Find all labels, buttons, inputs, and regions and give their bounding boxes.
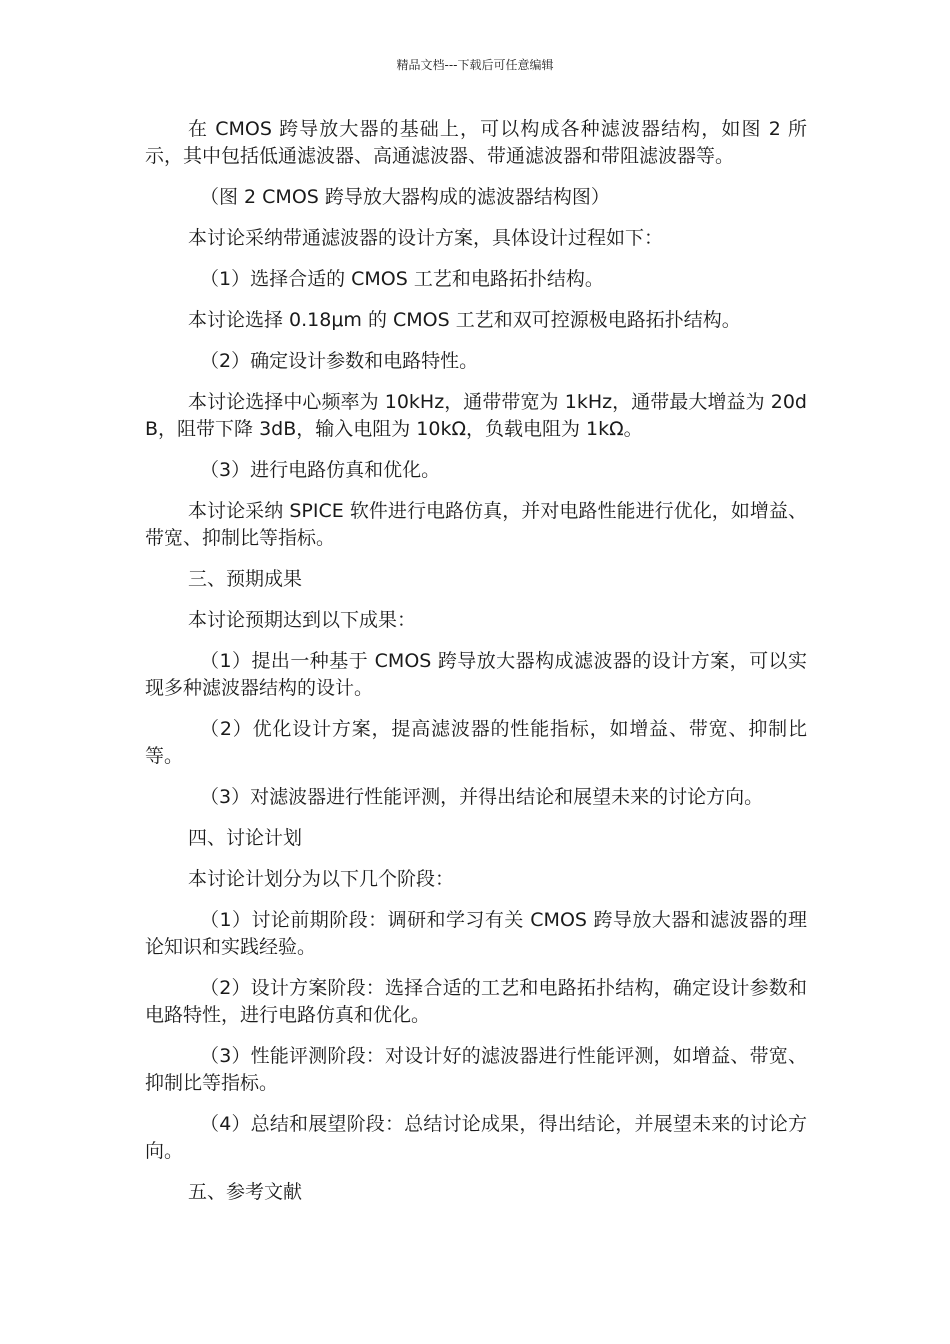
step-2-heading: （2）确定设计参数和电路特性。 <box>200 350 479 372</box>
plan-item-2: （2）设计方案阶段：选择合适的工艺和电路拓扑结构，确定设计参数和电路特性，进行电路仿真和优化。 <box>145 977 807 1026</box>
step-3-heading: （3）进行电路仿真和优化。 <box>200 459 441 481</box>
paragraph-intro: 在 CMOS 跨导放大器的基础上，可以构成各种滤波器结构，如图 2 所示，其中包括低通滤波器、高通滤波器、带通滤波器和带阻滤波器等。 <box>145 118 807 167</box>
figure-caption: （图 2 CMOS 跨导放大器构成的滤波器结构图） <box>200 186 610 208</box>
paragraph-plan-intro: 本讨论计划分为以下几个阶段： <box>188 868 455 890</box>
section-heading-references: 五、参考文献 <box>188 1181 303 1203</box>
plan-item-3: （3）性能评测阶段：对设计好的滤波器进行性能评测，如增益、带宽、抑制比等指标。 <box>145 1045 807 1094</box>
paragraph-process-choice: 本讨论选择 0.18μm 的 CMOS 工艺和双可控源极电路拓扑结构。 <box>188 309 741 331</box>
result-item-1: （1）提出一种基于 CMOS 跨导放大器构成滤波器的设计方案，可以实现多种滤波器结构的设计。 <box>145 650 807 699</box>
result-item-3: （3）对滤波器进行性能评测，并得出结论和展望未来的讨论方向。 <box>200 786 764 808</box>
section-heading-expected-results: 三、预期成果 <box>188 568 303 590</box>
paragraph-parameters: 本讨论选择中心频率为 10kHz，通带带宽为 1kHz，通带最大增益为 20dB，阻带下降 3dB，输入电阻为 10kΩ，负载电阻为 1kΩ。 <box>145 391 807 440</box>
plan-item-4: （4）总结和展望阶段：总结讨论成果，得出结论，并展望未来的讨论方向。 <box>145 1113 807 1162</box>
document-body <box>145 116 807 1220</box>
step-1-heading: （1）选择合适的 CMOS 工艺和电路拓扑结构。 <box>200 268 604 290</box>
section-heading-plan: 四、讨论计划 <box>188 827 303 849</box>
paragraph-simulation: 本讨论采纳 SPICE 软件进行电路仿真，并对电路性能进行优化，如增益、带宽、抑制比等指标。 <box>145 500 807 549</box>
paragraph-results-intro: 本讨论预期达到以下成果： <box>188 609 417 631</box>
paragraph-design-plan: 本讨论采纳带通滤波器的设计方案，具体设计过程如下： <box>188 227 664 249</box>
page-header: 精品文档---下载后可任意编辑 <box>396 58 554 72</box>
result-item-2: （2）优化设计方案，提高滤波器的性能指标，如增益、带宽、抑制比等。 <box>145 718 807 767</box>
plan-item-1: （1）讨论前期阶段：调研和学习有关 CMOS 跨导放大器和滤波器的理论知识和实践经验。 <box>145 909 807 958</box>
